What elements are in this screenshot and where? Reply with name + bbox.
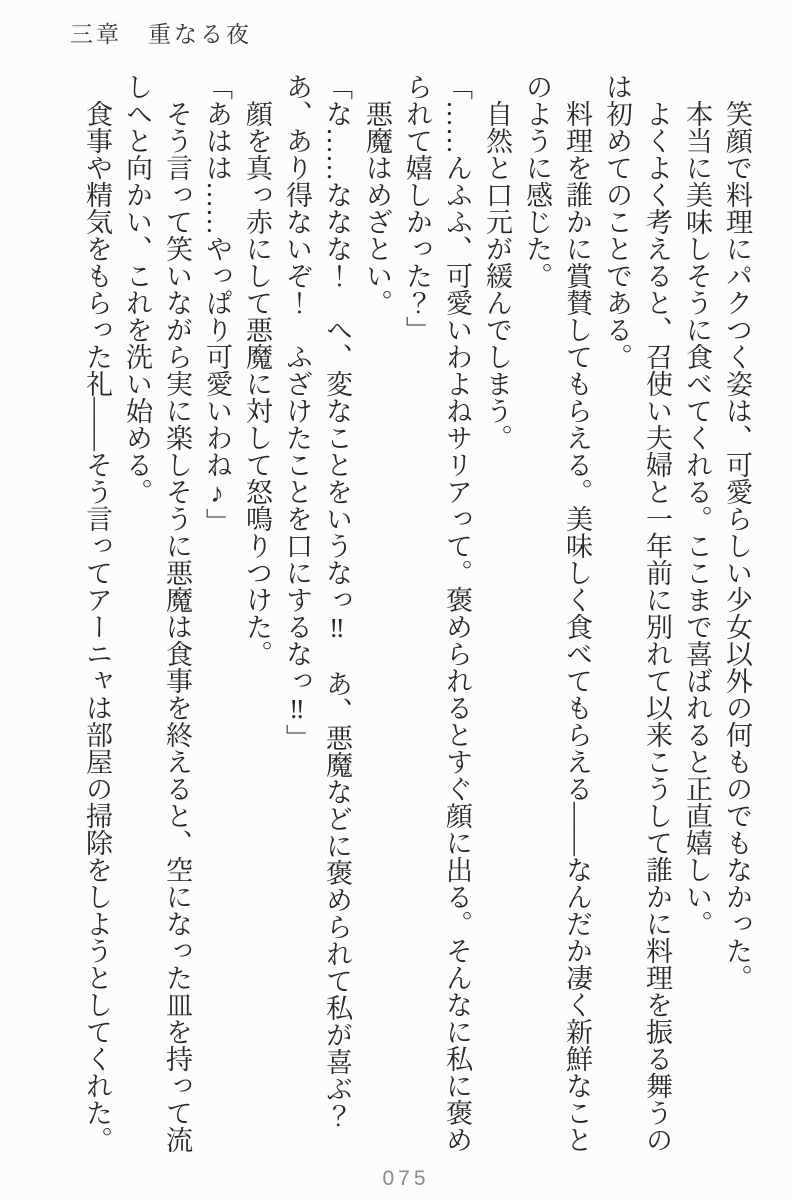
paragraph: 料理を誰かに賞賛してもらえる。美味しく食べてもらえる——なんだか凄く新鮮なことのように感じた。 xyxy=(522,73,592,1153)
paragraph: 食事や精気をもらった礼——そう言ってアーニャは部屋の掃除をしようとしてくれた。 xyxy=(82,100,112,1153)
paragraph: 本当に美味しそうに食べてくれる。ここまで喜ばれると正直嬉しい。 xyxy=(682,100,712,937)
paragraph: 笑顔で料理にパクつく姿は、可愛らしい少女以外の何ものでもなかった。 xyxy=(722,100,752,991)
paragraph-dialogue: 「な……ななな！ へ、変なことをいうなっ‼ あ、悪魔などに褒められて私が喜ぶ？ あ、あり得ないぞ！ ふざけたことを口にするなっ‼」 xyxy=(282,73,352,1156)
paragraph: そう言って笑いながら実に楽しそうに悪魔は食事を終えると、空になった皿を持って流しへと向かい、これを洗い始める。 xyxy=(122,73,192,1153)
paragraph: 顔を真っ赤にして悪魔に対して怒鳴りつけた。 xyxy=(242,100,272,667)
chapter-running-header: 三章 重なる夜 xyxy=(70,22,252,47)
paragraph: 悪魔はめざとい。 xyxy=(362,100,392,316)
paragraph: 自然と口元が緩んでしまう。 xyxy=(482,100,512,451)
paragraph-dialogue: 「あはは……やっぱり可愛いわね♪」 xyxy=(202,73,232,535)
page-number: 075 xyxy=(382,1167,430,1190)
novel-body-text xyxy=(77,73,757,1156)
paragraph-dialogue: 「……んふふ、可愛いわよねサリアって。褒められるとすぐ顔に出る。そんなに私に褒められて嬉しかった？」 xyxy=(402,73,472,1153)
paragraph: よくよく考えると、召使い夫婦と一年前に別れて以来こうして誰かに料理を振る舞うのは初めてのことである。 xyxy=(602,73,672,1153)
